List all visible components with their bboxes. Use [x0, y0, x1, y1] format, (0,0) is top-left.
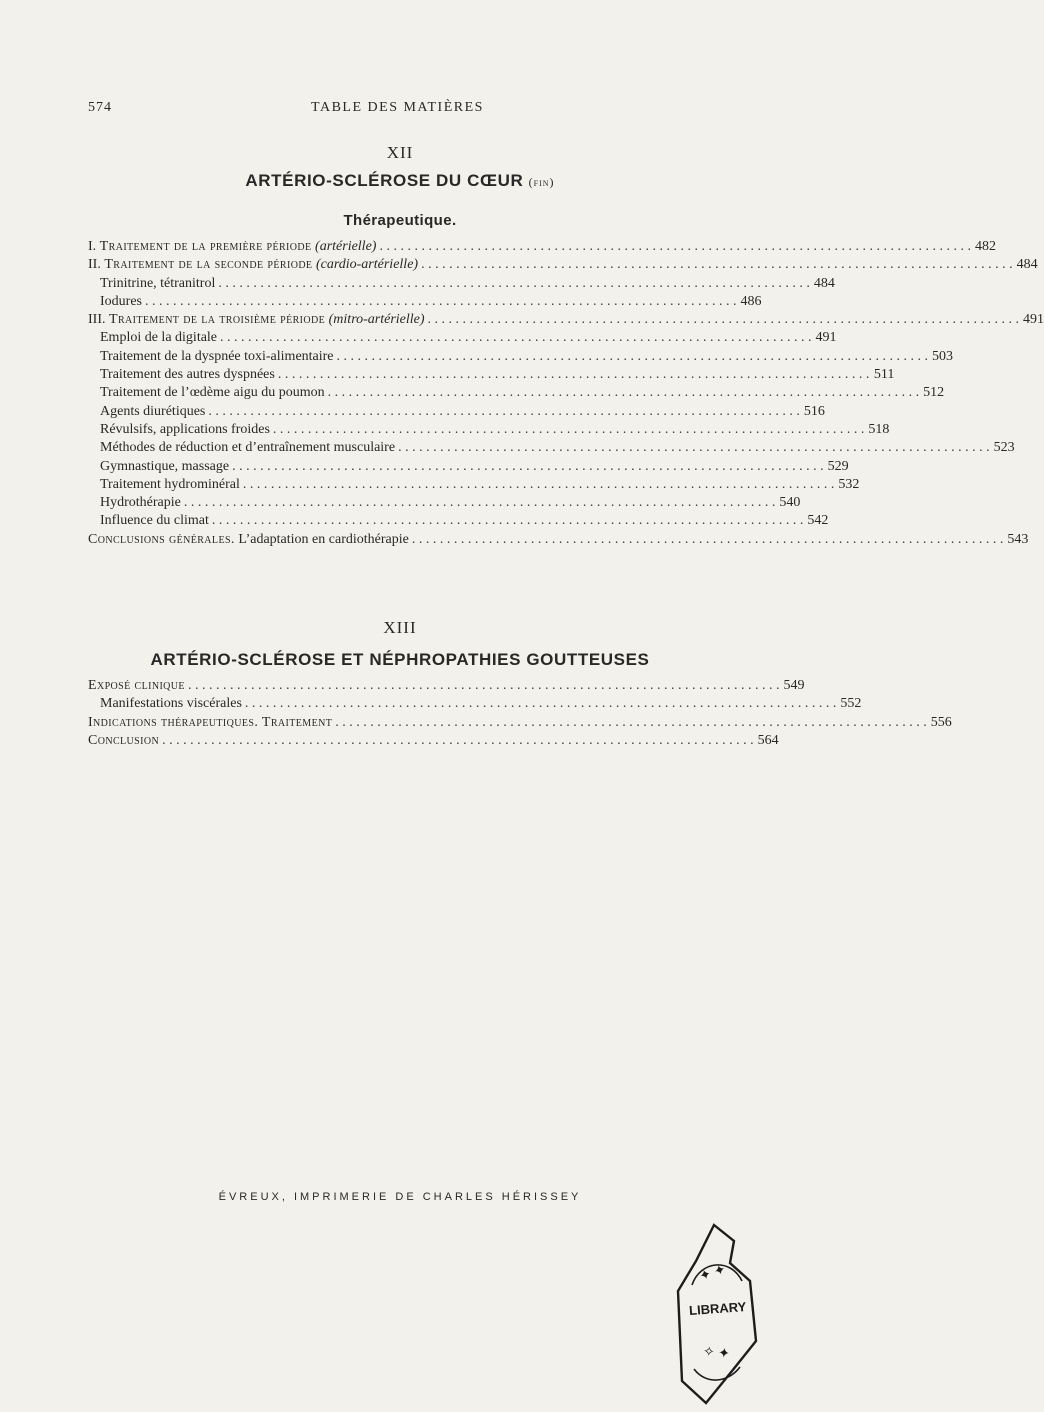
toc-entry: [88, 677, 805, 695]
toc-entry: [88, 238, 996, 256]
toc-entry-page: 491: [815, 330, 837, 346]
dot-leader: [145, 293, 737, 311]
toc-entry-label: Méthodes de réduction et d’entraînement musculaire: [100, 440, 396, 456]
toc-entry-page: 556: [930, 714, 952, 730]
toc-entry: [88, 293, 762, 311]
toc-entry-page: 503: [932, 348, 954, 364]
dot-leader: [398, 439, 990, 457]
toc-entry: [88, 476, 860, 494]
dot-leader: [245, 695, 837, 713]
dot-leader: [421, 256, 1013, 274]
toc-entry-page: 540: [779, 495, 801, 511]
toc-entry-label: Conclusion: [88, 732, 160, 748]
toc-entry-page: 532: [838, 476, 860, 492]
section-heading: Thérapeutique.: [343, 212, 457, 229]
dot-leader: [218, 275, 810, 293]
dot-leader: [232, 458, 824, 476]
toc-entry-page: 511: [873, 367, 895, 383]
toc-entry-label: III. Traitement de la troisième période (mitro-artérielle): [88, 312, 425, 328]
toc-entry-page: 542: [807, 513, 829, 529]
dot-leader: [243, 476, 835, 494]
page-number: 574: [88, 100, 112, 115]
toc-entry: [88, 531, 1029, 549]
toc-entry-page: 516: [803, 403, 825, 419]
toc-entry: [88, 275, 835, 293]
toc-entry-label: Gymnastique, massage: [100, 458, 230, 474]
svg-text:✦ ✦: ✦ ✦: [697, 1262, 729, 1285]
toc-entry-page: 552: [840, 696, 862, 712]
chapter-xii-number: XII: [386, 143, 414, 162]
toc-entry-label: Traitement de l’œdème aigu du poumon: [100, 385, 325, 401]
toc-entry-page: 486: [740, 293, 762, 309]
toc-entry-label: Traitement des autres dyspnées: [100, 367, 275, 383]
dot-leader: [428, 311, 1020, 329]
toc-entry: [88, 311, 1044, 329]
toc-entry-page: 529: [827, 458, 849, 474]
dot-leader: [273, 421, 865, 439]
library-stamp: [670, 1221, 766, 1404]
toc-entry-label: I. Traitement de la première période (artérielle): [88, 239, 377, 254]
svg-text:✧ ✦: ✧ ✦: [702, 1344, 731, 1363]
chapter-xiii-number: XIII: [383, 618, 417, 637]
chapter-xii-title-suffix: (fin): [528, 175, 555, 189]
toc-entry-label: Révulsifs, applications froides: [100, 421, 270, 437]
dot-leader: [184, 494, 776, 512]
toc-entry-page: 484: [813, 275, 835, 291]
toc-entry: [88, 329, 837, 347]
toc-entry-label: Traitement de la dyspnée toxi-alimentaire: [100, 348, 334, 364]
toc-entry-label: Indications thérapeutiques. Traitement: [88, 714, 333, 730]
toc-entry-page: 512: [923, 385, 945, 401]
toc-entry: [88, 695, 862, 713]
toc-entry-page: 491: [1023, 312, 1044, 328]
dot-leader: [162, 732, 754, 750]
chapter-xii-title: [0, 171, 800, 191]
toc-entry: [88, 512, 829, 530]
toc-entry-label: Agents diurétiques: [100, 403, 206, 419]
toc-entry: [88, 421, 890, 439]
toc-entry-page: 518: [868, 421, 890, 437]
dot-leader: [412, 531, 1004, 549]
dot-leader: [337, 348, 929, 366]
toc-entry: [88, 384, 945, 402]
toc-entry-label: Hydrothérapie: [100, 495, 181, 511]
stamp-text: LIBRARY: [688, 1299, 747, 1318]
dot-leader: [335, 714, 927, 732]
toc-entry-label: Exposé clinique: [88, 678, 185, 693]
dot-leader: [220, 329, 812, 347]
imprint: ÉVREUX, IMPRIMERIE DE CHARLES HÉRISSEY: [218, 1191, 582, 1203]
toc-entry: [88, 732, 779, 750]
toc-entry: [88, 458, 849, 476]
toc-entry-page: 482: [974, 239, 996, 254]
dot-leader: [379, 238, 971, 256]
toc-entry-label: Influence du climat: [100, 513, 209, 529]
toc-entry-page: 549: [783, 678, 805, 693]
toc-entry-page: 523: [993, 440, 1015, 456]
chapter-xiii-title: ARTÉRIO-SCLÉROSE ET NÉPHROPATHIES GOUTTEUSES: [150, 650, 650, 669]
toc-entry-page: 543: [1007, 531, 1029, 547]
toc-entry: [88, 494, 801, 512]
toc-entry-label: Conclusions générales. L’adaptation en cardiothérapie: [88, 531, 409, 547]
toc-entry-label: Iodures: [100, 293, 142, 309]
dot-leader: [188, 677, 780, 695]
toc-entry: [88, 366, 895, 384]
dot-leader: [328, 384, 920, 402]
toc-entry-label: Traitement hydrominéral: [100, 476, 240, 492]
toc-entry: [88, 403, 825, 421]
dot-leader: [208, 403, 800, 421]
toc-chapter-xiii: [88, 677, 952, 750]
toc-entry-page: 564: [757, 732, 779, 748]
toc-chapter-xii: [88, 238, 1044, 549]
toc-entry-page: 484: [1016, 257, 1038, 273]
toc-entry-label: Trinitrine, tétranitrol: [100, 275, 216, 291]
running-title: TABLE DES MATIÈRES: [311, 100, 484, 115]
toc-entry: [88, 348, 954, 366]
dot-leader: [212, 512, 804, 530]
dot-leader: [278, 366, 870, 384]
toc-entry-label: Manifestations viscérales: [100, 696, 242, 712]
toc-entry-label: Emploi de la digitale: [100, 330, 218, 346]
toc-entry: [88, 714, 952, 732]
toc-entry-label: II. Traitement de la seconde période (cardio-artérielle): [88, 257, 419, 273]
toc-entry: [88, 439, 1015, 457]
chapter-xii-title-text: ARTÉRIO-SCLÉROSE DU CŒUR: [245, 171, 524, 190]
running-head: [88, 100, 707, 118]
toc-entry: [88, 256, 1038, 274]
